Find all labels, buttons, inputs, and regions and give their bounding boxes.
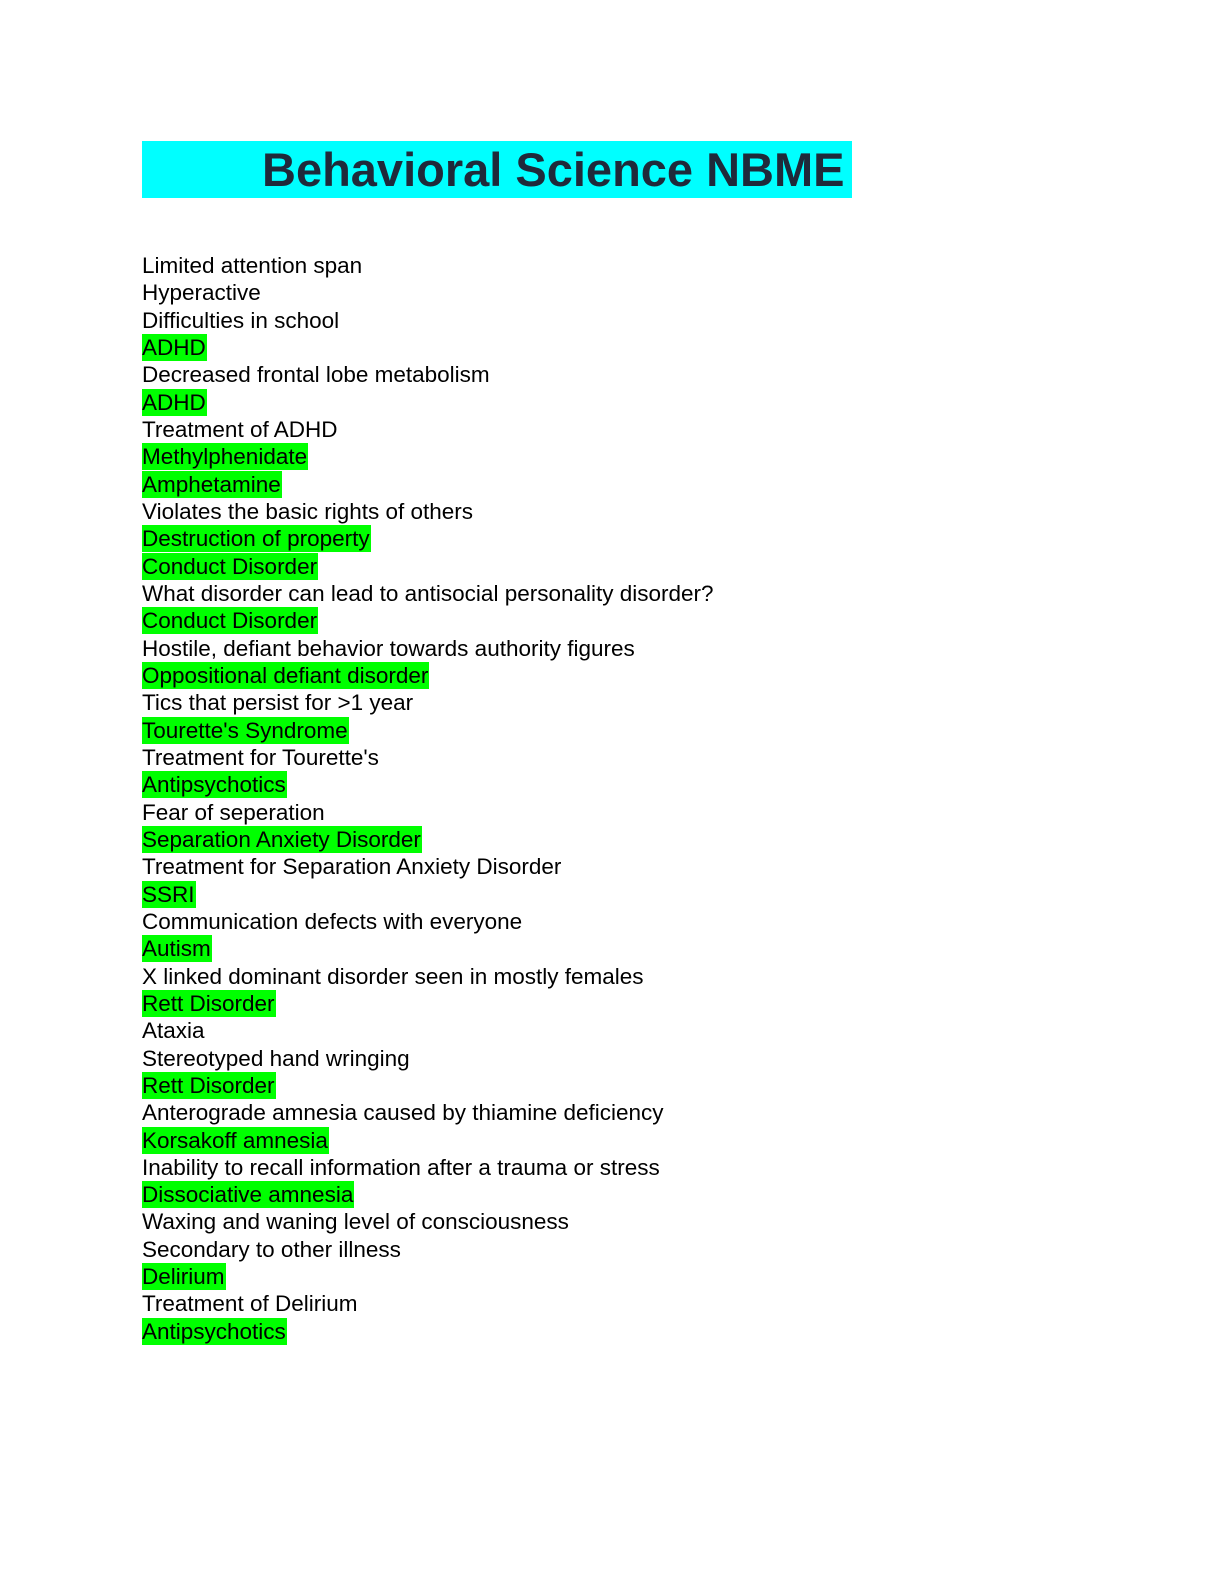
answer-line xyxy=(142,881,1042,908)
answer-text: Antipsychotics xyxy=(142,1318,286,1344)
prompt-text: Treatment of ADHD xyxy=(142,416,338,442)
answer-line xyxy=(142,553,1042,580)
answer-text: Tourette's Syndrome xyxy=(142,717,348,743)
prompt-text: Waxing and waning level of consciousness xyxy=(142,1209,569,1235)
prompt-text: X linked dominant disorder seen in mostly females xyxy=(142,963,644,989)
prompt-line xyxy=(142,580,1042,607)
prompt-text: Limited attention span xyxy=(142,253,363,278)
prompt-text: Stereotyped hand wringing xyxy=(142,1045,410,1071)
answer-text: Dissociative amnesia xyxy=(142,1182,354,1208)
answer-line xyxy=(142,1072,1042,1099)
answer-text: Oppositional defiant disorder xyxy=(142,662,429,688)
answer-line xyxy=(142,389,1042,416)
prompt-line xyxy=(142,1236,1042,1263)
answer-text: ADHD xyxy=(142,334,206,360)
answer-text: Amphetamine xyxy=(142,471,281,497)
prompt-line xyxy=(142,908,1042,935)
answer-text: Rett Disorder xyxy=(142,990,275,1016)
answer-line xyxy=(142,717,1042,744)
prompt-line xyxy=(142,853,1042,880)
answer-line xyxy=(142,525,1042,552)
prompt-line xyxy=(142,498,1042,525)
prompt-text: Hostile, defiant behavior towards authority figures xyxy=(142,635,635,661)
prompt-text: Anterograde amnesia caused by thiamine deficiency xyxy=(142,1100,664,1126)
answer-line xyxy=(142,607,1042,634)
answer-line xyxy=(142,1318,1042,1345)
answer-line xyxy=(142,935,1042,962)
flashcard-list xyxy=(142,252,1042,1345)
prompt-line xyxy=(142,1045,1042,1072)
answer-line xyxy=(142,471,1042,498)
document-title: Behavioral Science NBME xyxy=(262,143,845,196)
answer-line xyxy=(142,771,1042,798)
prompt-text: Ataxia xyxy=(142,1018,205,1044)
prompt-line xyxy=(142,689,1042,716)
prompt-line xyxy=(142,1017,1042,1044)
prompt-text: Communication defects with everyone xyxy=(142,908,523,934)
answer-line xyxy=(142,1263,1042,1290)
prompt-line xyxy=(142,1208,1042,1235)
prompt-line xyxy=(142,799,1042,826)
prompt-line xyxy=(142,963,1042,990)
prompt-text: Fear of seperation xyxy=(142,799,325,825)
prompt-line xyxy=(142,1290,1042,1317)
prompt-line xyxy=(142,307,1042,334)
prompt-text: Treatment of Delirium xyxy=(142,1291,358,1317)
answer-text: Conduct Disorder xyxy=(142,553,318,579)
prompt-line xyxy=(142,744,1042,771)
prompt-line xyxy=(142,1154,1042,1181)
prompt-text: Decreased frontal lobe metabolism xyxy=(142,362,490,388)
prompt-text: Violates the basic rights of others xyxy=(142,498,474,524)
answer-text: Methylphenidate xyxy=(142,444,308,470)
answer-text: Destruction of property xyxy=(142,526,370,552)
answer-line xyxy=(142,1127,1042,1154)
answer-text: Separation Anxiety Disorder xyxy=(142,826,421,852)
answer-text: Korsakoff amnesia xyxy=(142,1127,328,1153)
answer-text: Delirium xyxy=(142,1264,225,1290)
answer-line xyxy=(142,334,1042,361)
prompt-text: Hyperactive xyxy=(142,280,261,306)
prompt-line xyxy=(142,361,1042,388)
prompt-text: Treatment for Separation Anxiety Disorder xyxy=(142,854,562,880)
answer-line xyxy=(142,826,1042,853)
answer-text: Conduct Disorder xyxy=(142,608,318,634)
prompt-text: Secondary to other illness xyxy=(142,1236,401,1262)
prompt-text: What disorder can lead to antisocial personality disorder? xyxy=(142,580,714,606)
answer-line xyxy=(142,443,1042,470)
answer-line xyxy=(142,1181,1042,1208)
prompt-text: Treatment for Tourette's xyxy=(142,744,379,770)
prompt-line xyxy=(142,635,1042,662)
prompt-text: Inability to recall information after a trauma or stress xyxy=(142,1154,660,1180)
answer-text: SSRI xyxy=(142,881,195,907)
answer-text: Antipsychotics xyxy=(142,772,286,798)
prompt-line xyxy=(142,1099,1042,1126)
prompt-text: Tics that persist for >1 year xyxy=(142,690,414,716)
answer-text: Rett Disorder xyxy=(142,1072,275,1098)
prompt-line xyxy=(142,416,1042,443)
answer-line xyxy=(142,662,1042,689)
prompt-line xyxy=(142,279,1042,306)
answer-text: Autism xyxy=(142,936,211,962)
answer-line xyxy=(142,990,1042,1017)
answer-text: ADHD xyxy=(142,389,206,415)
prompt-line xyxy=(142,252,1042,279)
prompt-text: Difficulties in school xyxy=(142,307,340,333)
